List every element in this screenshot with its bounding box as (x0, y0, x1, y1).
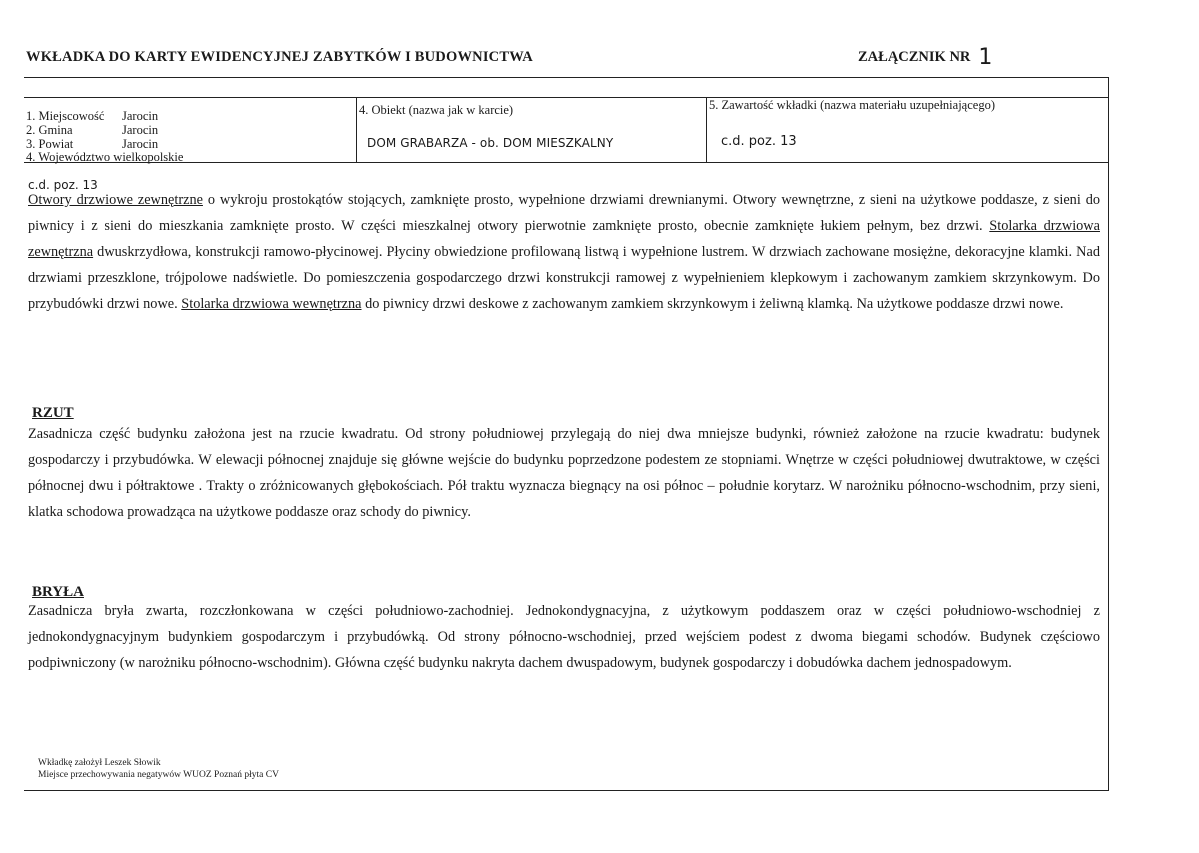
object-column (356, 98, 707, 162)
object-value: DOM GRABARZA - ob. DOM MIESZKALNY (367, 136, 614, 150)
doors-text-2: dwuskrzydłowa, konstrukcji ramowo-płycinowej. Płyciny obwiedzione profilowaną listwą i wypełnione lustrem. W drzwiach zachowane mosiężne, dekoracyjne klamki. Nad drzwiami przeszklone, trójpolowe nadświetle. Do pomieszczenia gospodarczego drzwi konstrukcji ramowej z wypełnieniem klepkowym i zachowanym zamkiem skrzynkowym. Do przybudówki drzwi nowe. (28, 244, 1100, 312)
doors-paragraph (28, 187, 1100, 317)
wojewodztwo-row (26, 151, 183, 164)
contents-label: 5. Zawartość wkładki (nazwa materiału uzupełniającego) (709, 98, 995, 112)
doors-text-1: o wykroju prostokątów stojących, zamknięte prosto, wypełnione drzwiami drewnianymi. Otwory wewnętrzne, z sieni na użytkowe poddasze, z sieni do piwnicy i z sieni do mieszkania zamknięte prosto. W części mieszkalnej otwory pierwotnie zamknięte prosto, obecnie zamknięte łukiem pełnym, bez drzwi. (28, 192, 1100, 234)
document-title: WKŁADKA DO KARTY EWIDENCYJNEJ ZABYTKÓW I BUDOWNICTWA (26, 49, 533, 65)
doors-text-3: do piwnicy drzwi deskowe z zachowanym zamkiem skrzynkowym i żeliwną klamką. Na użytkowe poddasze drzwi nowe. (361, 296, 1064, 312)
annex-label-text: ZAŁĄCZNIK NR (858, 49, 971, 65)
plan-heading: RZUT (32, 405, 74, 421)
wojewodztwo-value: wielkopolskie (113, 150, 184, 164)
annex-number: 1 (978, 45, 993, 70)
contents-column (706, 98, 1109, 162)
doors-exterior-heading: Otwory drzwiowe zewnętrzne (28, 192, 203, 208)
mass-heading: BRYŁA (32, 584, 84, 600)
contents-value: c.d. poz. 13 (721, 134, 797, 149)
plan-paragraph: Zasadnicza część budynku założona jest na rzucie kwadratu. Od strony południowej przylegają do niej dwa mniejsze budynki, również założone na rzucie kwadratu: budynek gospodarczy i przybudówka. W elewacji północnej znajduje się główne wejście do budynku poprzedzone podestem ze stopniami. Wnętrze w części południowej dwutraktowe, w części północnej dwu i półtraktowe . Trakty o zróżnicowanych głębokościach. Pół traktu wyznacza biegnący na osi północ – południe korytarz. W narożniku północno-wschodnim, przy sieni, klatka schodowa prowadząca na użytkowe poddasze oraz schody do piwnicy. (28, 426, 1100, 520)
object-label: 4. Obiekt (nazwa jak w karcie) (359, 103, 514, 117)
annex-label (858, 42, 993, 70)
miejscowosc-value: Jarocin (122, 109, 159, 123)
interior-joinery-heading: Stolarka drzwiowa wewnętrzna (181, 296, 362, 312)
footer-storage: Miejsce przechowywania negatywów WUOZ Poznań płyta CV (38, 770, 279, 780)
powiat-value: Jarocin (122, 137, 159, 151)
wojewodztwo-label: 4. Województwo (26, 150, 111, 164)
miejscowosc-label: 1. Miejscowość (26, 109, 105, 123)
mass-paragraph: Zasadnicza bryła zwarta, rozczłonkowana w części południowo-zachodniej. Jednokondygnacyjna, z użytkowym poddaszem oraz w części południowo-wschodniej z jednokondygnacyjnym budynkiem gospodarczym i przybudówką. Od strony północno-wschodniej, przed wejściem podest z dwoma biegami schodów. Budynek częściowo podpiwniczony (w narożniku północno-wschodnim). Główna część budynku nakryta dachem dwuspadowym, budynek gospodarczy i dobudówka dachem jednospadowym. (28, 603, 1100, 671)
position-note: c.d. poz. 13 (28, 178, 98, 192)
location-column (24, 98, 356, 162)
gmina-row (26, 123, 159, 137)
gmina-label: 2. Gmina (26, 123, 73, 137)
gmina-value: Jarocin (122, 123, 159, 137)
footer-author: Wkładkę założył Leszek Słowik (38, 758, 161, 768)
miejscowosc-row (26, 109, 159, 123)
powiat-label: 3. Powiat (26, 137, 74, 151)
exterior-joinery-heading: Stolarka drzwiowa zewnętrzna (28, 218, 1100, 260)
header-row (24, 97, 1108, 163)
